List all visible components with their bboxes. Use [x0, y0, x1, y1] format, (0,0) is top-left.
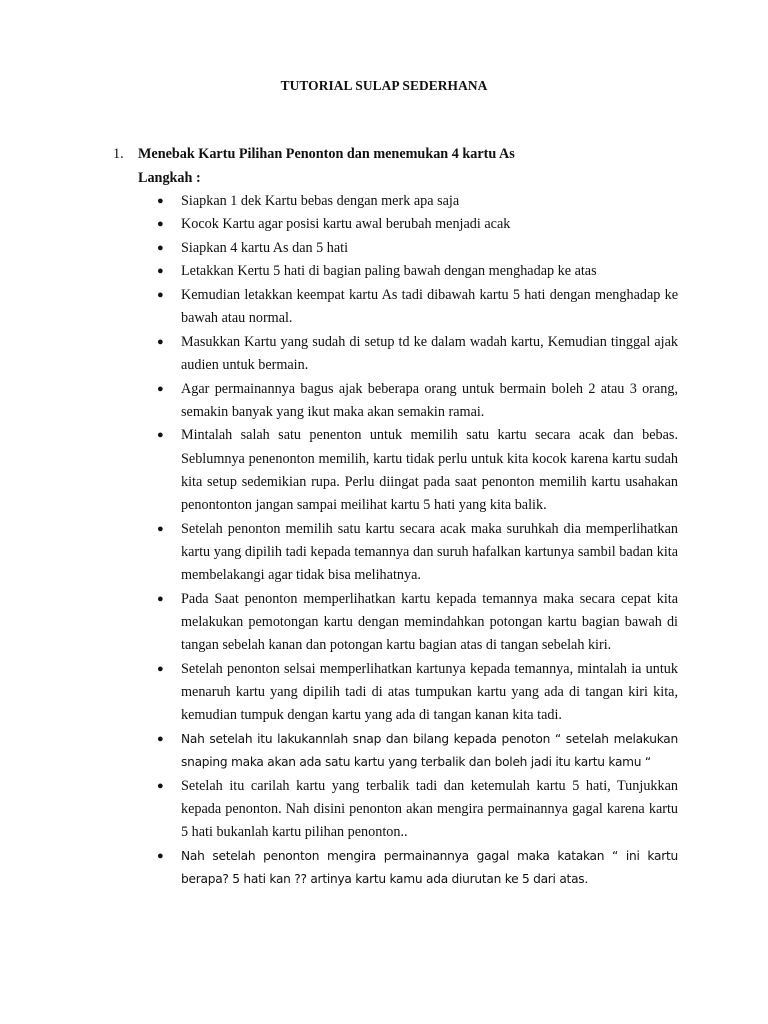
- list-item: [113, 424, 678, 517]
- section-1: [113, 144, 678, 891]
- bullet-icon: ●: [157, 218, 164, 231]
- bullet-icon: ●: [157, 288, 164, 301]
- bullet-icon: ●: [157, 265, 164, 278]
- list-item: [113, 775, 678, 845]
- bullet-icon: ●: [157, 522, 164, 535]
- bullet-icon: ●: [157, 732, 164, 745]
- list-item-text: Pada Saat penonton memperlihatkan kartu kepada temannya maka secara cepat kita melakukan pemotongan kartu dengan memindahkan potongan kartu bagian bawah di tangan sebelah kanan dan potongan kartu bagian atas di tangan sebelah kiri.: [181, 590, 678, 654]
- list-item-text: Setelah penonton memilih satu kartu secara acak maka suruhkah dia memperlihatkan kartu yang dipilih tadi kepada temannya dan suruh hafalkan kartunya sambil badan kita membelakangi agar tidak bisa melihatnya.: [181, 520, 678, 584]
- document-title: TUTORIAL SULAP SEDERHANA: [280, 78, 488, 93]
- list-item-text: Kemudian letakkan keempat kartu As tadi dibawah kartu 5 hati dengan menghadap ke bawah atau normal.: [181, 286, 678, 327]
- list-item-text: Setelah penonton selsai memperlihatkan kartunya kepada temannya, mintalah ia untuk menaruh kartu yang dipilih tadi di atas tumpukan kartu yang ada di tangan kiri kita, kemudian tumpuk dengan kartu yang ada di tangan kanan kita tadi.: [181, 660, 678, 724]
- bullet-icon: ●: [157, 592, 164, 605]
- list-item-text: Nah setelah itu lakukannlah snap dan bilang kepada penoton “ setelah melakukan snaping maka akan ada satu kartu yang terbalik dan boleh jadi itu kartu kamu “: [181, 731, 678, 770]
- list-item-text: Agar permainannya bagus ajak beberapa orang untuk bermain boleh 2 atau 3 orang, semakin banyak yang ikut maka akan semakin ramai.: [181, 380, 678, 420]
- list-item: [113, 845, 678, 892]
- list-item-text: Siapkan 4 kartu As dan 5 hati: [181, 239, 349, 256]
- bullet-icon: ●: [157, 779, 164, 792]
- list-item: [113, 190, 678, 213]
- list-item-text: Kocok Kartu agar posisi kartu awal berubah menjadi acak: [181, 216, 511, 233]
- list-item: [113, 213, 678, 236]
- section-heading: [113, 144, 678, 164]
- list-item-text: Masukkan Kartu yang sudah di setup td ke dalam wadah kartu, Kemudian tinggal ajak audien untuk bermain.: [181, 333, 678, 374]
- list-item: [113, 331, 678, 378]
- bullet-icon: ●: [157, 241, 164, 254]
- list-item: [113, 260, 678, 283]
- bullet-icon: ●: [157, 382, 164, 395]
- list-item: [113, 237, 678, 260]
- list-item-text: Setelah itu carilah kartu yang terbalik tadi dan ketemulah kartu 5 hati, Tunjukkan kepada penonton. Nah disini penonton akan mengira permainannya gagal karena kartu 5 hati bukanlah kartu pilihan penonton..: [181, 777, 678, 841]
- section-number: 1.: [113, 146, 124, 162]
- steps-list: [113, 190, 678, 891]
- list-item-text: Nah setelah penonton mengira permainannya gagal maka katakan “ ini kartu berapa? 5 hati kan ?? artinya kartu kamu ada diurutan ke 5 dari atas.: [181, 848, 678, 887]
- list-item-text: Siapkan 1 dek Kartu bebas dengan merk apa saja: [181, 193, 460, 209]
- list-item: [113, 284, 678, 331]
- list-item: [113, 518, 678, 588]
- bullet-icon: ●: [157, 429, 164, 442]
- list-item: [113, 378, 678, 425]
- list-item-text: Mintalah salah satu penenton untuk memilih satu kartu secara acak dan bebas. Seblumnya penenonton memilih, kartu tidak perlu untuk kita kocok karena kartu sudah kita setup sedemikian rupa. Perlu diingat pada saat penonton memilih kartu usahakan penontonton jangan sampai meilihat kartu 5 hati yang kita balik.: [181, 427, 678, 514]
- list-item: [113, 658, 678, 728]
- bullet-icon: ●: [157, 849, 164, 862]
- bullet-icon: ●: [157, 195, 164, 207]
- steps-label: Langkah :: [138, 170, 201, 186]
- section-title: Menebak Kartu Pilihan Penonton dan menemukan 4 kartu As: [138, 146, 515, 162]
- bullet-icon: ●: [157, 335, 164, 348]
- list-item-text: Letakkan Kertu 5 hati di bagian paling bawah dengan menghadap ke atas: [181, 263, 597, 280]
- list-item: [113, 728, 678, 775]
- bullet-icon: ●: [157, 662, 164, 675]
- list-item: [113, 588, 678, 658]
